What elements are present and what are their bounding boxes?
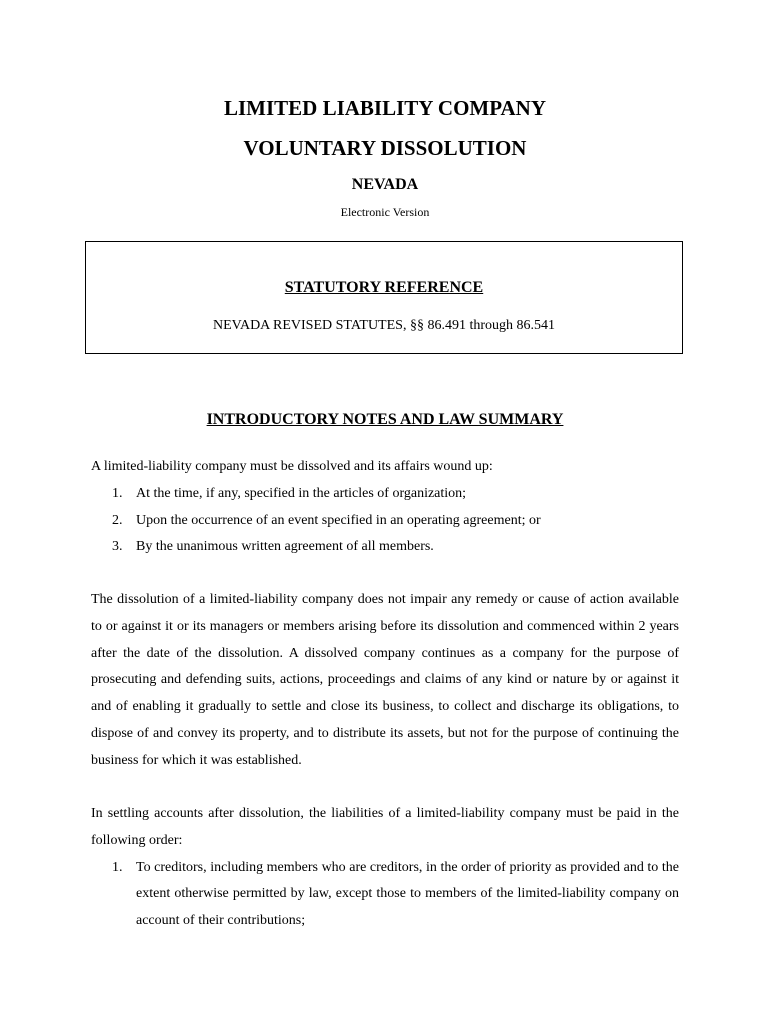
document-state: NEVADA (351, 176, 419, 193)
statutory-reference-heading: STATUTORY REFERENCE (284, 279, 484, 296)
settling-lead: In settling accounts after dissolution, the liabilities of a limited-liability company must be paid in the following order: (91, 806, 679, 848)
payment-order-list (91, 855, 679, 935)
intro-section-heading: INTRODUCTORY NOTES AND LAW SUMMARY (206, 411, 564, 428)
list-item-text: To creditors, including members who are creditors, in the order of priority as provided and to the extent otherwise permitted by law, except those to members of the limited-liability company on account of their contributions; (136, 859, 679, 928)
list-item (91, 855, 679, 935)
statutory-reference-box (85, 241, 683, 354)
list-item-number: 1. (112, 485, 123, 501)
settling-accounts-block (91, 801, 679, 935)
dissolution-paragraph: The dissolution of a limited-liability company does not impair any remedy or cause of action available to or against it or its managers or members arising before its dissolution and commenced within 2 years after the date of the dissolution. A dissolved company continues as a company for the purpose of prosecuting and defending suits, actions, proceedings and claims of any kind or nature by or against it and of enabling it gradually to settle and close its business, to collect and discharge its obligations, to dispose of and convey its property, and to distribute its assets, but not for the purpose of continuing the business for which it was established. (91, 592, 679, 768)
list-item-number: 1. (112, 859, 123, 875)
document-version: Electronic Version (340, 205, 430, 219)
list-item-number: 2. (112, 512, 123, 528)
list-item-text: By the unanimous written agreement of all members. (136, 539, 434, 555)
document-title-line1: LIMITED LIABILITY COMPANY (223, 96, 547, 120)
list-item-text: Upon the occurrence of an event specified in an operating agreement; or (136, 512, 541, 528)
statutory-reference-text: NEVADA REVISED STATUTES, §§ 86.491 through 86.541 (212, 318, 555, 333)
dissolution-conditions-list (91, 481, 679, 561)
intro-block (91, 454, 679, 561)
intro-lead: A limited-liability company must be dissolved and its affairs wound up: (91, 459, 493, 474)
list-item (91, 534, 679, 561)
list-item-text: At the time, if any, specified in the articles of organization; (136, 485, 467, 501)
dissolution-paragraph-block (91, 587, 679, 774)
list-item (91, 481, 679, 508)
document-title-line2: VOLUNTARY DISSOLUTION (243, 136, 527, 160)
list-item (91, 508, 679, 535)
list-item-number: 3. (112, 539, 123, 555)
